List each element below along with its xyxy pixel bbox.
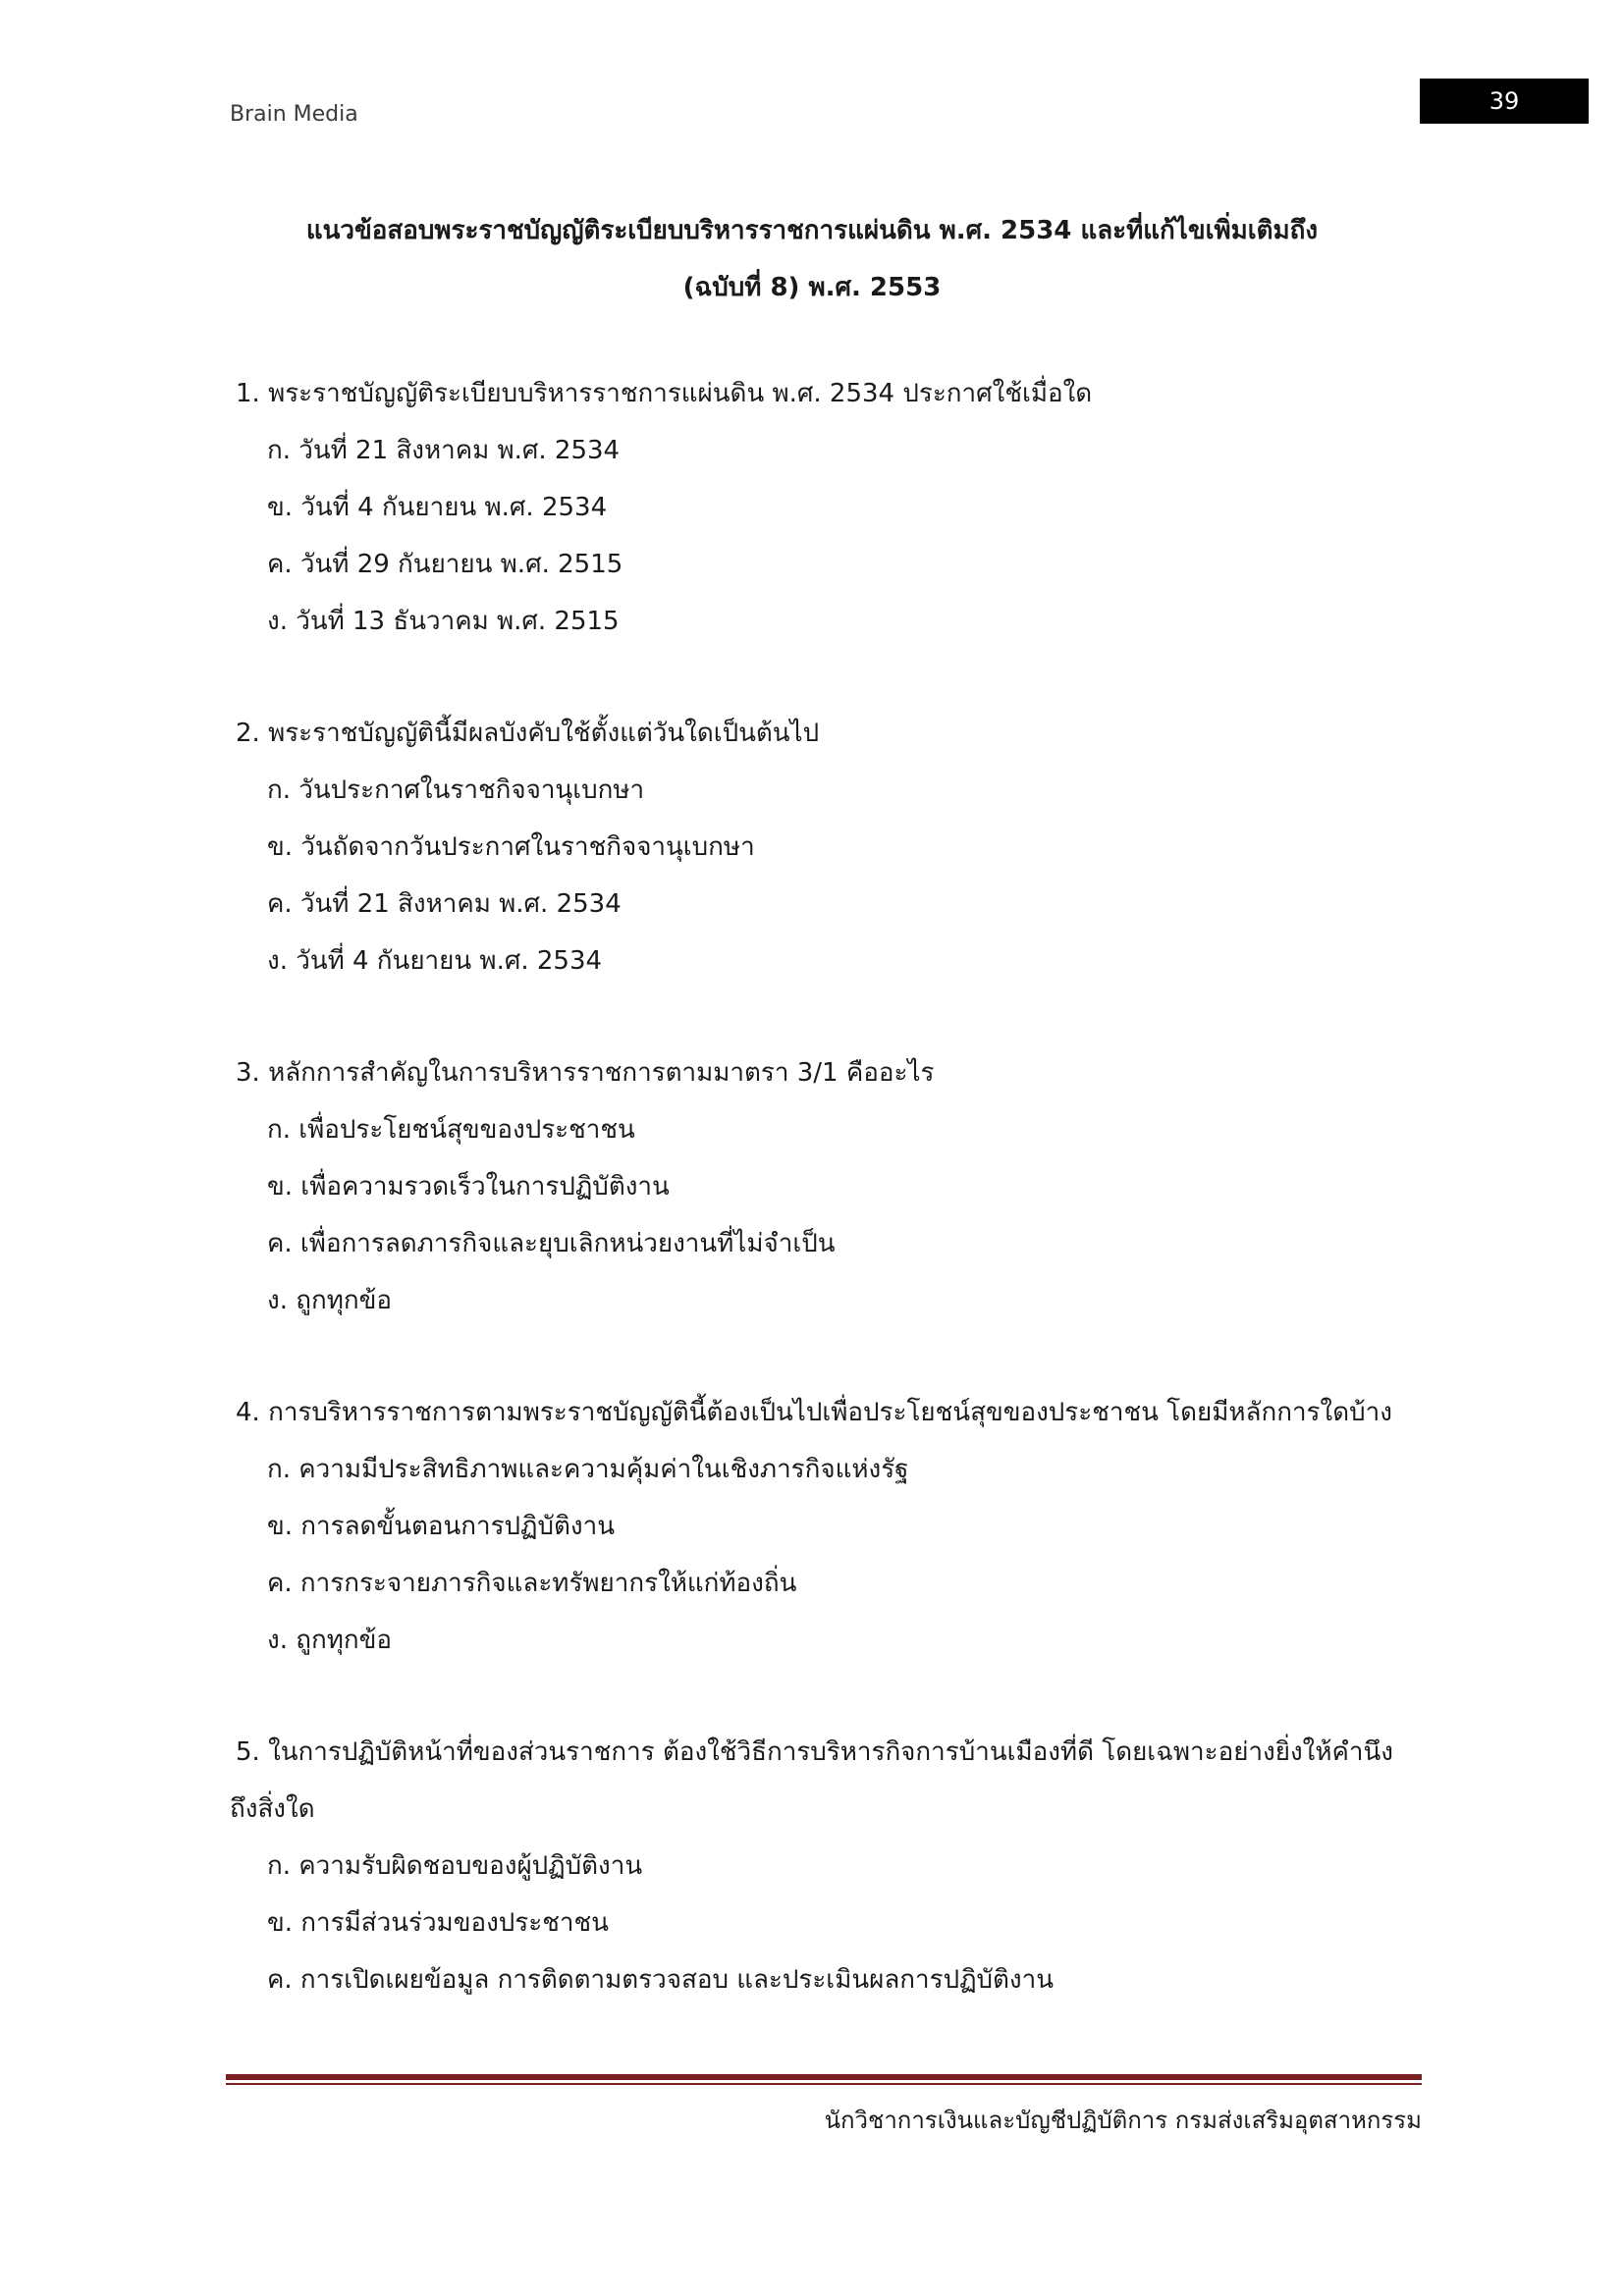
- footer-rule-thin: [226, 2083, 1422, 2085]
- option: ง. ถูกทุกข้อ: [267, 1626, 392, 1655]
- option: ก. ความมีประสิทธิภาพและความคุ้มค่าในเชิงภารกิจแห่งรัฐ: [267, 1455, 909, 1484]
- page-number-box: [1420, 79, 1589, 124]
- question-3: [230, 1044, 1398, 1329]
- option: ค. วันที่ 29 กันยายน พ.ศ. 2515: [267, 550, 623, 579]
- option: ก. วันประกาศในราชกิจจานุเบกษา: [267, 775, 645, 805]
- question-stem: 2. พระราชบัญญัตินี้มีผลบังคับใช้ตั้งแต่วันใดเป็นต้นไป: [236, 719, 820, 748]
- option: ข. เพื่อความรวดเร็วในการปฏิบัติงาน: [267, 1172, 670, 1201]
- title-line-1: แนวข้อสอบพระราชบัญญัติระเบียบบริหารราชการแผ่นดิน พ.ศ. 2534 และที่แก้ไขเพิ่มเติมถึง: [305, 216, 1319, 245]
- footer-rule-thick: [226, 2074, 1422, 2080]
- question-stem: 4. การบริหารราชการตามพระราชบัญญัตินี้ต้องเป็นไปเพื่อประโยชน์สุขของประชาชน โดยมีหลักการใดบ้าง: [236, 1398, 1392, 1427]
- option: ข. วันถัดจากวันประกาศในราชกิจจานุเบกษา: [267, 832, 755, 862]
- title-line-2: (ฉบับที่ 8) พ.ศ. 2553: [682, 273, 942, 302]
- question-4: [230, 1384, 1398, 1669]
- document-title: [230, 202, 1394, 316]
- option: ค. การกระจายภารกิจและทรัพยากรให้แก่ท้องถิ่น: [267, 1569, 797, 1598]
- option: ค. วันที่ 21 สิงหาคม พ.ศ. 2534: [267, 889, 622, 919]
- option: ก. ความรับผิดชอบของผู้ปฏิบัติงาน: [267, 1851, 643, 1881]
- question-stem: 1. พระราชบัญญัติระเบียบบริหารราชการแผ่นดิน พ.ศ. 2534 ประกาศใช้เมื่อใด: [236, 379, 1093, 408]
- option: ข. วันที่ 4 กันยายน พ.ศ. 2534: [267, 493, 608, 522]
- brand-name: Brain Media: [230, 102, 358, 127]
- page-number: 39: [1489, 87, 1520, 115]
- option: ก. วันที่ 21 สิงหาคม พ.ศ. 2534: [267, 436, 621, 465]
- option: ข. การมีส่วนร่วมของประชาชน: [267, 1908, 609, 1938]
- question-list: [230, 365, 1398, 2063]
- option: ข. การลดขั้นตอนการปฏิบัติงาน: [267, 1512, 615, 1541]
- footer-text: นักวิชาการเงินและบัญชีปฏิบัติการ กรมส่งเสริมอุตสาหกรรม: [824, 2107, 1422, 2134]
- option: ค. เพื่อการลดภารกิจและยุบเลิกหน่วยงานที่ไม่จำเป็น: [267, 1229, 836, 1258]
- question-2: [230, 705, 1398, 989]
- question-5: [230, 1724, 1398, 2008]
- option: ง. วันที่ 4 กันยายน พ.ศ. 2534: [267, 946, 603, 976]
- question-stem: 5. ในการปฏิบัติหน้าที่ของส่วนราชการ ต้องใช้วิธีการบริหารกิจการบ้านเมืองที่ดี โดยเฉพาะอย่างยิ่งให้คำนึงถึงสิ่งใด: [230, 1737, 1393, 1824]
- question-1: [230, 365, 1398, 650]
- option: ง. วันที่ 13 ธันวาคม พ.ศ. 2515: [267, 607, 620, 636]
- option: ค. การเปิดเผยข้อมูล การติดตามตรวจสอบ และประเมินผลการปฏิบัติงาน: [267, 1965, 1054, 1995]
- option: ก. เพื่อประโยชน์สุขของประชาชน: [267, 1115, 635, 1145]
- question-stem: 3. หลักการสำคัญในการบริหารราชการตามมาตรา 3/1 คืออะไร: [236, 1058, 935, 1088]
- option: ง. ถูกทุกข้อ: [267, 1286, 392, 1315]
